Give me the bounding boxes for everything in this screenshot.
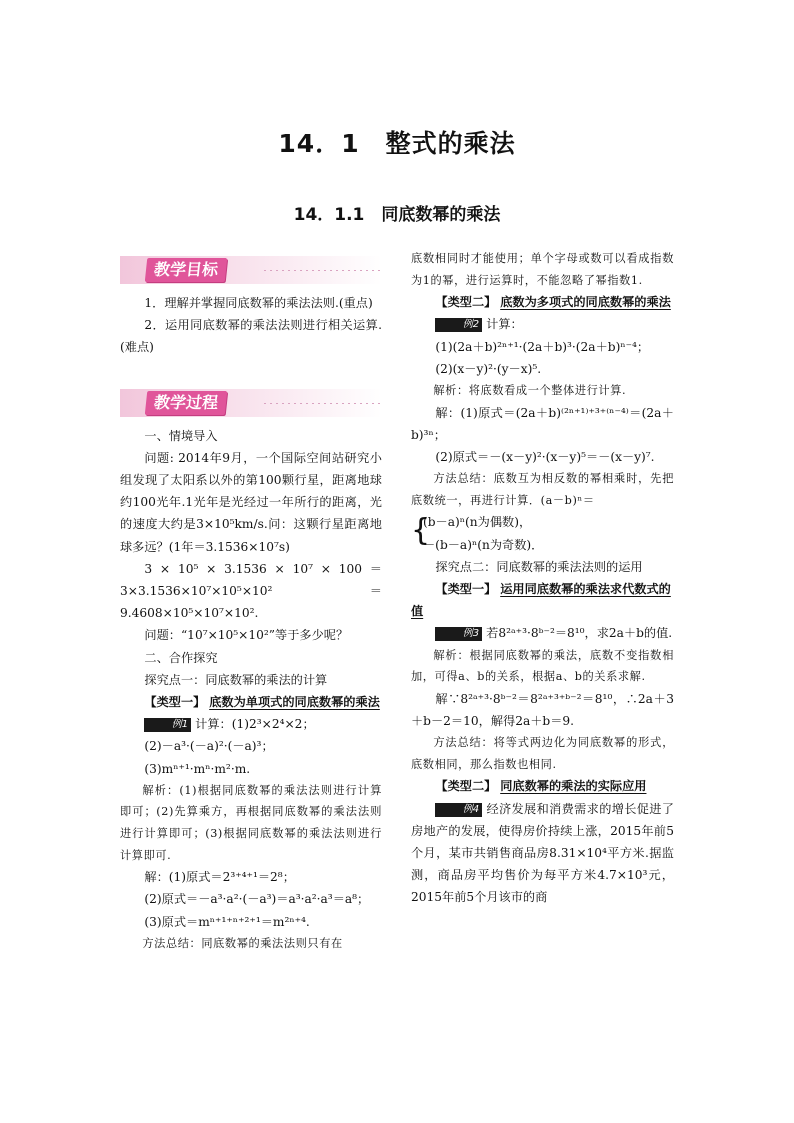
example-1-solution-3: (3)原式＝mⁿ⁺¹⁺ⁿ⁺²⁺¹＝m²ⁿ⁺⁴. — [144, 914, 310, 929]
goals-banner — [120, 256, 382, 284]
example-4-text: 经济发展和消费需求的增长促进了房地产的发展，使得房价持续上涨，2015年前5个月，某市共销售商品房8.31×10⁴平方米.据监测，商品房平均售价为每平方米4.7×10³元，2015年前5个月该市的商 — [411, 801, 674, 905]
intro-calculation: 3 × 10⁵ × 3.1536 × 10⁷ × 100 ＝ 3×3.1536×10⁷×10⁵×10²＝9.4608×10⁵×10⁷×10². — [120, 561, 382, 621]
example-2-summary: 方法总结：底数互为相反数的幂相乘时，先把底数统一，再进行计算．(a－b)ⁿ＝ — [411, 472, 674, 507]
example-3-analysis: 解析：根据同底数幂的乘法，底数不变指数相加，可得a、b的关系，根据a、b的关系求解. — [411, 648, 674, 684]
left-brace-symbol: { — [411, 513, 431, 549]
example-1-solution-1: 解：(1)原式＝2³⁺⁴⁺¹＝2⁸； — [144, 870, 295, 885]
banner-dots-decoration — [262, 402, 382, 405]
spacer — [120, 359, 382, 381]
example-2-question — [411, 313, 674, 335]
example-1-summary: 方法总结：同底数幂的乘法法则只有在 — [142, 936, 343, 950]
example-1-analysis: 解析：(1)根据同底数幂的乘法法则进行计算即可；(2)先算乘方，再根据同底数幂的乘法法则进行计算即可；(3)根据同底数幂的乘法法则进行计算即可. — [120, 783, 382, 862]
process-banner-label: 教学过程 — [145, 391, 228, 415]
example-2-q1: (1)(2a＋b)²ⁿ⁺¹·(2a＋b)³·(2a＋b)ⁿ⁻⁴； — [435, 339, 650, 354]
example-2-analysis: 解析：将底数看成一个整体进行计算. — [433, 384, 627, 397]
example-2-tag: 例2 — [435, 318, 482, 332]
page-title: 14．1 整式的乘法 — [278, 129, 516, 158]
example-1-solution-2: (2)原式＝－a³·a²·(－a³)＝a³·a²·a³＝a⁸； — [144, 892, 370, 907]
case-even: (b－a)ⁿ(n为偶数)， — [423, 515, 532, 530]
example-1-question — [120, 713, 382, 735]
case-odd: －(b－a)ⁿ(n为奇数)． — [423, 537, 544, 552]
type-title: 底数为多项式的同底数幂的乘法 — [500, 295, 671, 310]
example-3-tag: 例3 — [435, 627, 482, 641]
banner-dots-decoration — [262, 269, 382, 272]
example-2-prompt: 计算： — [486, 317, 523, 332]
goals-banner-label: 教学目标 — [145, 258, 228, 282]
example-4-question — [411, 798, 674, 909]
type-heading-3 — [411, 578, 674, 622]
summary-continued: 底数相同时才能使用；单个字母或数可以看成指数为1的幂，进行运算时，不能忽略了幂指数1. — [411, 252, 674, 287]
left-column — [120, 248, 382, 954]
explore-point-2: 探究点二：同底数幂的乘法法则的运用 — [435, 559, 643, 574]
type-title: 同底数幂的乘法的实际应用 — [500, 779, 647, 794]
goal-2: 2．运用同底数幂的乘法法则进行相关运算.(难点) — [120, 318, 382, 355]
section-heading: 二、合作探究 — [144, 650, 218, 665]
example-3-solution: 解∵8²ᵃ⁺³·8ᵇ⁻²＝8²ᵃ⁺³⁺ᵇ⁻²＝8¹⁰，∴2a＋3＋b－2＝10，解得2a＋b＝9. — [411, 691, 674, 728]
type-label: 【类型二】 — [435, 295, 497, 310]
type-title: 底数为单项式的同底数幂的乘法 — [209, 695, 380, 710]
section-heading: 一、情境导入 — [144, 428, 218, 443]
goal-1: 1．理解并掌握同底数幂的乘法法则.(重点) — [144, 296, 373, 310]
type-heading-4 — [411, 775, 674, 797]
example-4-tag: 例4 — [435, 803, 482, 817]
section-title: 14．1.1 同底数幂的乘法 — [293, 205, 501, 225]
cases-list — [423, 511, 674, 555]
type-label: 【类型一】 — [435, 582, 497, 596]
example-2-solution-1: 解：(1)原式＝(2a＋b)⁽²ⁿ⁺¹⁾⁺³⁺⁽ⁿ⁻⁴⁾＝(2a＋b)³ⁿ； — [411, 405, 674, 442]
example-3-summary: 方法总结：将等式两边化为同底数幂的形式，底数相同，那么指数也相同. — [411, 736, 674, 771]
example-3-question — [411, 622, 674, 644]
example-1-q2: (2)－a³·(－a)²·(－a)³； — [144, 739, 274, 754]
example-1-q1: 计算：(1)2³×2⁴×2； — [195, 717, 315, 732]
type-title: 运用同底数幂的乘法求代数式的值 — [411, 582, 671, 619]
type-label: 【类型一】 — [144, 695, 206, 710]
intro-problem: 问题: 2014年9月，一个国际空间站研究小组发现了太阳系以外的第100颗行星，距离地球约100光年.1光年是光经过一年所行的距离，光的速度大约是3×10⁵km/s.问：这颗行星距离地球多远？(1年＝3.1536×10⁷s) — [120, 450, 382, 554]
type-label: 【类型二】 — [435, 779, 497, 794]
example-2-q2: (2)(x－y)²·(y－x)⁵. — [435, 361, 542, 376]
process-banner — [120, 389, 382, 417]
example-2-solution-2: (2)原式＝－(x－y)²·(x－y)⁵＝－(x－y)⁷. — [435, 450, 655, 464]
piecewise-cases — [411, 511, 674, 555]
type-heading-1 — [120, 691, 382, 713]
type-heading-2 — [411, 291, 674, 313]
example-1-tag: 例1 — [144, 718, 191, 732]
intro-question: 问题：“10⁷×10⁵×10²”等于多少呢？ — [144, 628, 349, 643]
example-3-text: 若8²ᵃ⁺³·8ᵇ⁻²＝8¹⁰，求2a＋b的值. — [486, 626, 673, 641]
explore-point-1: 探究点一：同底数幂的乘法的计算 — [144, 672, 328, 687]
example-1-q3: (3)mⁿ⁺¹·mⁿ·m²·m. — [144, 761, 251, 776]
right-column — [411, 248, 674, 909]
